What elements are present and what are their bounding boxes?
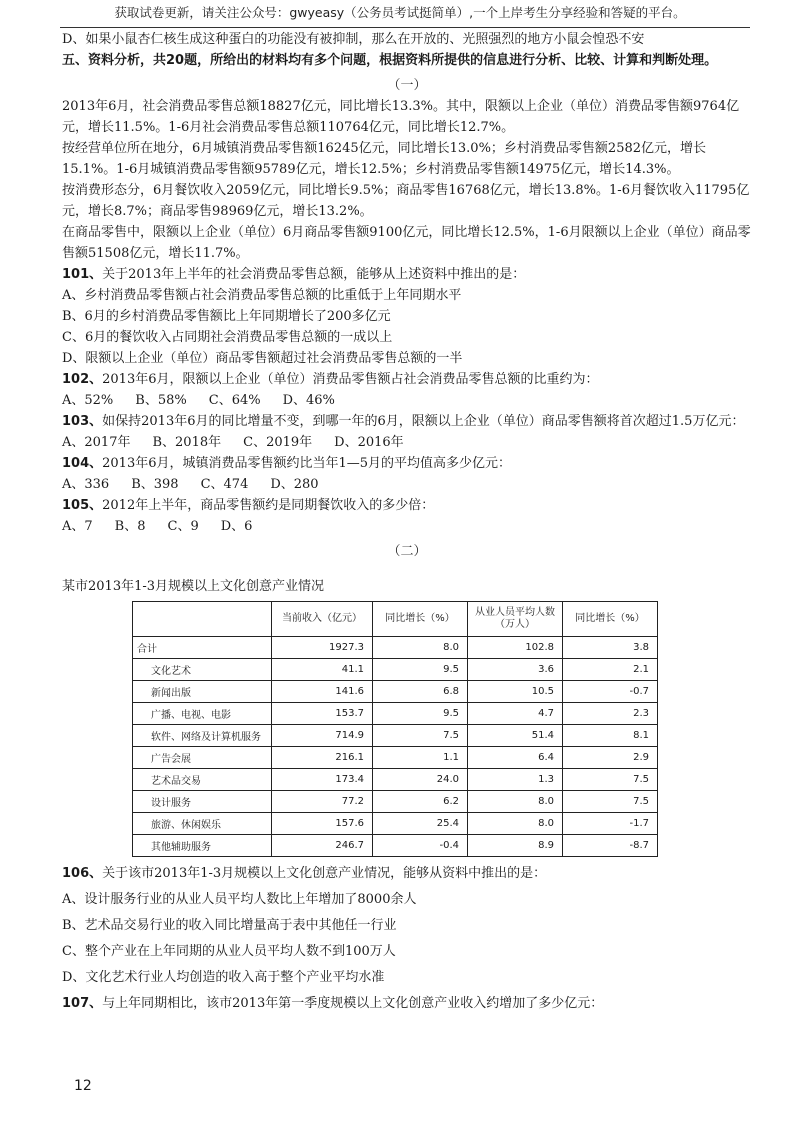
table-header-cell: [133, 602, 272, 637]
question-103: [62, 411, 752, 432]
option: B、艺术品交易行业的收入同比增量高于表中其他任一行业: [62, 918, 397, 933]
table-header-cell: 从业人员平均人数（万人）: [468, 602, 563, 637]
page-header: 获取试卷更新，请关注公众号：gwyeasy（公务员考试挺简单）,一个上岸考生分享经验和答疑的平台。: [114, 5, 686, 20]
option: B、58%: [135, 393, 187, 408]
question-105: [62, 495, 752, 516]
options-row: [62, 390, 752, 411]
table-cell: 文化艺术: [133, 659, 272, 681]
table-cell: 216.1: [272, 747, 373, 769]
question-number: 107、: [62, 996, 103, 1011]
question-107: [62, 991, 752, 1017]
options-row: [62, 474, 752, 495]
table-row: [133, 703, 658, 725]
table-row: [133, 791, 658, 813]
option: B、8: [114, 519, 146, 534]
table-cell: 艺术品交易: [133, 769, 272, 791]
table-cell: 6.2: [373, 791, 468, 813]
table-cell: 旅游、休闲娱乐: [133, 813, 272, 835]
option: A、52%: [62, 393, 114, 408]
table-cell: 广播、电视、电影: [133, 703, 272, 725]
table-cell: 7.5: [373, 725, 468, 747]
table-row: [133, 637, 658, 659]
table-cell: 1.3: [468, 769, 563, 791]
table-cell: 1.1: [373, 747, 468, 769]
table-header-row: [133, 602, 658, 637]
question-text: 与上年同期相比，该市2013年第一季度规模以上文化创意产业收入约增加了多少亿元：: [102, 996, 604, 1011]
option: C、474: [200, 477, 249, 492]
question-106: [62, 861, 752, 887]
options-row: [62, 516, 752, 537]
part2-label: （二）: [387, 544, 427, 559]
option: B、2018年: [152, 435, 222, 450]
option: D、文化艺术行业人均创造的收入高于整个产业平均水准: [62, 970, 385, 985]
data-table: [132, 601, 658, 857]
table-cell: -0.7: [563, 681, 658, 703]
table-cell: 6.8: [373, 681, 468, 703]
table-cell: -1.7: [563, 813, 658, 835]
option: B、398: [131, 477, 179, 492]
table-cell: 7.5: [563, 791, 658, 813]
table-cell: 广告会展: [133, 747, 272, 769]
table-row: [133, 725, 658, 747]
table-cell: 2.9: [563, 747, 658, 769]
table-cell: 25.4: [373, 813, 468, 835]
option: A、设计服务行业的从业人员平均人数比上年增加了8000余人: [62, 892, 417, 907]
part1-paragraph: 按消费形态分，6月餐饮收入2059亿元，同比增长9.5%；商品零售16768亿元，增长13.8%。1-6月餐饮收入11795亿元，增长8.7%；商品零售98969亿元，增长13.2%。: [62, 183, 750, 219]
page-number: 12: [74, 1078, 92, 1094]
table-cell: 8.0: [468, 813, 563, 835]
table-cell: 8.0: [373, 637, 468, 659]
options-row: [62, 432, 752, 453]
header-divider: [60, 27, 750, 28]
question-text: 关于该市2013年1-3月规模以上文化创意产业情况，能够从资料中推出的是：: [102, 866, 547, 881]
question-102: [62, 369, 752, 390]
table-cell: 8.0: [468, 791, 563, 813]
table-cell: 141.6: [272, 681, 373, 703]
table-header-cell: 当前收入（亿元）: [272, 602, 373, 637]
table-cell: -8.7: [563, 835, 658, 857]
table-cell: 714.9: [272, 725, 373, 747]
option: C、整个产业在上年同期的从业人员平均人数不到100万人: [62, 944, 396, 959]
table-row: [133, 835, 658, 857]
table-cell: 102.8: [468, 637, 563, 659]
table-cell: 8.1: [563, 725, 658, 747]
document-body: [62, 29, 752, 1017]
table-cell: 153.7: [272, 703, 373, 725]
question-number: 105、: [62, 498, 103, 513]
table-cell: 2.1: [563, 659, 658, 681]
table-cell: 9.5: [373, 703, 468, 725]
option: D、2016年: [334, 435, 404, 450]
table-row: [133, 659, 658, 681]
question-number: 102、: [62, 372, 103, 387]
table-cell: 软件、网络及计算机服务: [133, 725, 272, 747]
question-101: [62, 264, 752, 285]
question-number: 104、: [62, 456, 103, 471]
option: B、6月的乡村消费品零售额比上年同期增长了200多亿元: [62, 309, 391, 324]
part1-label: （一）: [387, 78, 427, 93]
part1-paragraph: 按经营单位所在地分，6月城镇消费品零售额16245亿元，同比增长13.0%；乡村消费品零售额2582亿元，增长15.1%。1-6月城镇消费品零售额95789亿元，增长12.5%；乡村消费品零售额14975亿元，增长14.3%。: [62, 141, 707, 177]
table-cell: 1927.3: [272, 637, 373, 659]
question-text: 2013年6月，城镇消费品零售额约比当年1—5月的平均值高多少亿元：: [102, 456, 512, 471]
question-number: 106、: [62, 866, 103, 881]
part1-paragraph: 2013年6月，社会消费品零售总额18827亿元，同比增长13.3%。其中，限额以上企业（单位）消费品零售额9764亿元，增长11.5%。1-6月社会消费品零售总额110764亿元，同比增长12.7%。: [62, 99, 740, 135]
table-cell: 7.5: [563, 769, 658, 791]
table-row: [133, 747, 658, 769]
table-cell: 173.4: [272, 769, 373, 791]
table-cell: 24.0: [373, 769, 468, 791]
question-text: 2012年上半年，商品零售额约是同期餐饮收入的多少倍：: [102, 498, 435, 513]
question-number: 101、: [62, 267, 103, 282]
table-cell: 合计: [133, 637, 272, 659]
table-cell: 2.3: [563, 703, 658, 725]
table-cell: -0.4: [373, 835, 468, 857]
question-text: 如保持2013年6月的同比增量不变，到哪一年的6月，限额以上企业（单位）商品零售额将首次超过1.5万亿元：: [102, 414, 745, 429]
table-cell: 3.6: [468, 659, 563, 681]
table-cell: 41.1: [272, 659, 373, 681]
table-cell: 9.5: [373, 659, 468, 681]
table-cell: 246.7: [272, 835, 373, 857]
prev-option-d: D、如果小鼠杏仁核生成这种蛋白的功能没有被抑制，那么在开放的、光照强烈的地方小鼠会惶恐不安: [62, 32, 645, 47]
table-cell: 51.4: [468, 725, 563, 747]
table-row: [133, 681, 658, 703]
option: D、限额以上企业（单位）商品零售额超过社会消费品零售总额的一半: [62, 351, 463, 366]
option: C、64%: [208, 393, 261, 408]
part1-paragraph: 在商品零售中，限额以上企业（单位）6月商品零售额9100亿元，同比增长12.5%，1-6月限额以上企业（单位）商品零售额51508亿元，增长11.7%。: [62, 225, 751, 261]
option: A、乡村消费品零售额占社会消费品零售总额的比重低于上年同期水平: [62, 288, 462, 303]
table-cell: 新闻出版: [133, 681, 272, 703]
option: D、6: [220, 519, 253, 534]
table-cell: 6.4: [468, 747, 563, 769]
table-cell: 设计服务: [133, 791, 272, 813]
option: D、46%: [282, 393, 335, 408]
option: C、2019年: [243, 435, 313, 450]
option: D、280: [270, 477, 319, 492]
table-cell: 10.5: [468, 681, 563, 703]
option: C、9: [167, 519, 199, 534]
section-title: 五、资料分析，共20题，所给出的材料均有多个问题，根据资料所提供的信息进行分析、比较、计算和判断处理。: [62, 53, 718, 68]
question-text: 2013年6月，限额以上企业（单位）消费品零售额占社会消费品零售总额的比重约为：: [102, 372, 599, 387]
table-cell: 157.6: [272, 813, 373, 835]
option: A、7: [62, 519, 93, 534]
table-row: [133, 813, 658, 835]
table-header-cell: 同比增长（%）: [563, 602, 658, 637]
table-header-cell: 同比增长（%）: [373, 602, 468, 637]
table-row: [133, 769, 658, 791]
option: A、2017年: [62, 435, 131, 450]
question-number: 103、: [62, 414, 103, 429]
table-title: 某市2013年1-3月规模以上文化创意产业情况: [62, 579, 325, 594]
option: A、336: [62, 477, 110, 492]
table-cell: 8.9: [468, 835, 563, 857]
table-cell: 77.2: [272, 791, 373, 813]
question-104: [62, 453, 752, 474]
question-text: 关于2013年上半年的社会消费品零售总额，能够从上述资料中推出的是：: [102, 267, 526, 282]
table-cell: 3.8: [563, 637, 658, 659]
table-cell: 其他辅助服务: [133, 835, 272, 857]
option: C、6月的餐饮收入占同期社会消费品零售总额的一成以上: [62, 330, 393, 345]
table-cell: 4.7: [468, 703, 563, 725]
